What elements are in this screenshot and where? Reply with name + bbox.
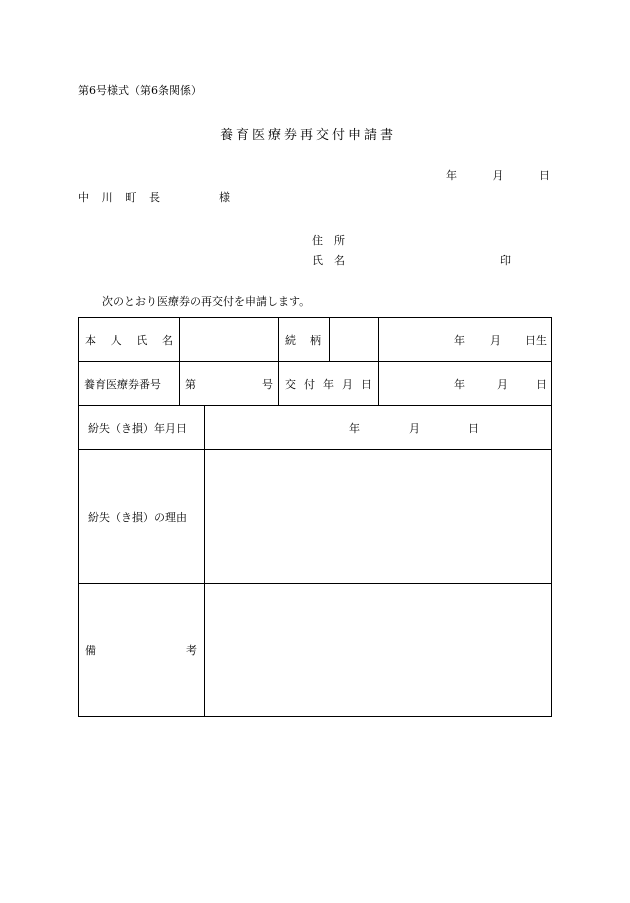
name-value-cell[interactable] xyxy=(179,318,278,361)
issue-year: 年 xyxy=(454,377,465,391)
lost-date-value-cell[interactable] xyxy=(204,406,551,449)
row-remarks xyxy=(78,584,552,717)
issue-label-char: 月 xyxy=(342,377,353,391)
date-year: 年 xyxy=(446,169,457,182)
reason-label: 紛失（き損）の理由 xyxy=(88,510,187,524)
ticket-label: 養育医療券番号 xyxy=(84,377,161,391)
addressee-char: 川 xyxy=(101,191,113,204)
relation-label-cell xyxy=(278,318,329,361)
name-label-char: 本 xyxy=(85,333,96,347)
name-label-char: 人 xyxy=(110,333,122,347)
issue-label-char: 交 xyxy=(285,377,296,391)
name-label-cell xyxy=(79,318,179,361)
row-applicant-name xyxy=(78,317,552,362)
row-ticket-number xyxy=(78,362,552,406)
remarks-label-char: 備 xyxy=(85,644,96,657)
lost-year: 年 xyxy=(349,421,360,435)
name-label-char: 名 xyxy=(161,333,173,347)
birth-day: 日生 xyxy=(525,333,547,347)
intro-text: 次のとおり医療券の再交付を申請します。 xyxy=(102,295,311,308)
lost-date-label-cell xyxy=(79,406,204,449)
applicant-name-label: 氏 名 xyxy=(312,254,345,267)
addressee-char: 町 xyxy=(125,191,137,204)
issue-label-char: 日 xyxy=(361,377,372,391)
issue-label-char: 付 xyxy=(304,377,315,391)
date-day: 日 xyxy=(539,169,550,182)
relation-label-char: 柄 xyxy=(310,333,321,347)
issue-day: 日 xyxy=(536,377,547,391)
date-line xyxy=(446,167,550,183)
reason-label-cell xyxy=(79,450,204,583)
lost-date-label: 紛失（き損）年月日 xyxy=(88,421,187,435)
lost-month: 月 xyxy=(409,421,420,435)
addressee-char: 中 xyxy=(78,191,89,204)
issue-label-char: 年 xyxy=(323,377,334,391)
row-lost-date xyxy=(78,406,552,450)
ticket-prefix: 第 xyxy=(185,377,196,391)
date-month: 月 xyxy=(492,169,504,182)
reason-value-cell[interactable] xyxy=(204,450,551,583)
ticket-suffix: 号 xyxy=(262,377,273,391)
ticket-label-cell xyxy=(79,362,179,405)
addressee-char: 長 xyxy=(148,191,160,204)
addressee-name xyxy=(78,189,160,205)
relation-label-char: 続 xyxy=(285,333,296,347)
address-label: 住 所 xyxy=(312,234,345,247)
birth-month: 月 xyxy=(490,333,501,347)
relation-value-cell[interactable] xyxy=(329,318,378,361)
form-number: 第6号様式（第6条関係） xyxy=(78,84,202,97)
remarks-value-cell[interactable] xyxy=(204,584,551,716)
row-lost-reason xyxy=(78,450,552,584)
birth-date-cell[interactable] xyxy=(378,318,551,361)
name-label-char: 氏 xyxy=(136,333,148,347)
birth-year: 年 xyxy=(454,333,465,347)
document-title: 養育医療券再交付申請書 xyxy=(220,128,397,143)
lost-day: 日 xyxy=(468,421,479,435)
issue-label-cell xyxy=(278,362,378,405)
addressee-honorific: 様 xyxy=(219,191,230,204)
ticket-value-cell[interactable] xyxy=(179,362,278,405)
seal-mark: 印 xyxy=(500,254,511,267)
issue-month: 月 xyxy=(497,377,508,391)
remarks-label-char: 考 xyxy=(186,644,197,657)
issue-date-cell[interactable] xyxy=(378,362,551,405)
remarks-label-cell xyxy=(79,584,204,716)
